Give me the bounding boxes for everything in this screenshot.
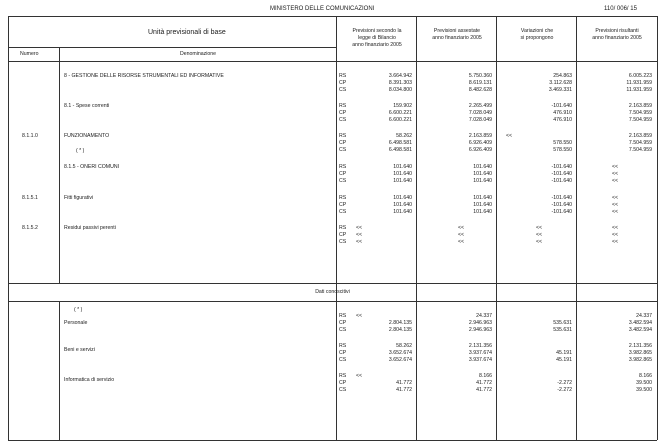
prev-legge-rs: <<: [356, 313, 363, 319]
prev-assestate-cs: 3.937.674: [468, 357, 492, 363]
type-cs: CS: [339, 357, 347, 363]
row-numero: 8.1.5.1: [22, 195, 38, 201]
type-cp: CP: [339, 140, 347, 146]
type-rs: RS: [339, 343, 347, 349]
type-cs: CS: [339, 87, 347, 93]
type-cp: CP: [339, 380, 347, 386]
prev-legge-cp: 2.804.135: [388, 320, 412, 326]
row-label: Informatica di servizio: [64, 377, 115, 383]
prev-risultanti-cp: 39.500: [636, 380, 652, 386]
prev-assestate-cp: 2.946.963: [468, 320, 492, 326]
prev-legge-cs: 3.652.674: [388, 357, 412, 363]
col-prev-legge-line3: anno finanziario 2005: [352, 42, 402, 48]
prev-risultanti-cs: 7.504.959: [628, 117, 652, 123]
type-cp: CP: [339, 80, 347, 86]
prev-assestate-cp: 41.772: [476, 380, 492, 386]
prev-legge-rs: 159.902: [393, 103, 412, 109]
prev-legge-cs: 8.034.800: [388, 87, 412, 93]
row-label: Beni e servizi: [64, 347, 95, 353]
type-rs: RS: [339, 73, 347, 79]
row-label: 8.1.5 - ONERI COMUNI: [64, 164, 120, 170]
prev-risultanti-rs: <<: [612, 164, 619, 170]
prev-assestate-cp: 3.937.674: [468, 350, 492, 356]
col-numero-header: Numero: [20, 51, 39, 57]
type-cp: CP: [339, 232, 347, 238]
col-prev-legge-line2: legge di Bilancio: [358, 35, 396, 41]
variazioni-cs: <<: [536, 239, 543, 245]
dati-note: ( * ): [74, 307, 83, 313]
prev-assestate-cp: 6.926.409: [468, 140, 492, 146]
variazioni-rs: -101.640: [551, 195, 572, 201]
table-row: [0, 74, 663, 104]
type-cp: CP: [339, 350, 347, 356]
col-variazioni-line2: si propongono: [520, 35, 554, 41]
col-prev-assestate-line2: anno finanziario 2005: [432, 35, 482, 41]
prev-risultanti-cs: 3.982.865: [628, 357, 652, 363]
prev-assestate-cs: 101.640: [473, 178, 492, 184]
type-cs: CS: [339, 117, 347, 123]
prev-assestate-cs: 7.028.049: [468, 117, 492, 123]
table-top-border: [8, 16, 657, 17]
variazioni-cp: -101.640: [551, 171, 572, 177]
table-bottom-border: [8, 440, 657, 441]
variazioni-cs: 3.469.331: [548, 87, 572, 93]
table-row: [0, 104, 663, 134]
prev-assestate-rs: 5.750.360: [468, 73, 492, 79]
prev-legge-cs: <<: [356, 239, 363, 245]
prev-risultanti-cs: <<: [612, 239, 619, 245]
prev-assestate-rs: 2.265.499: [468, 103, 492, 109]
type-rs: RS: [339, 133, 347, 139]
prev-legge-cs: 101.640: [393, 178, 412, 184]
type-rs: RS: [339, 103, 347, 109]
prev-assestate-rs: <<: [458, 225, 465, 231]
variazioni-cp: 476.910: [553, 110, 572, 116]
variazioni-cs: 578.550: [553, 147, 572, 153]
variazioni-cp: 3.112.628: [549, 80, 572, 86]
prev-assestate-cs: 41.772: [476, 387, 492, 393]
prev-legge-cp: 101.640: [393, 202, 412, 208]
row-label: 8 - GESTIONE DELLE RISORSE STRUMENTALI ED INFORMATIVE: [64, 73, 224, 79]
prev-risultanti-cs: 7.504.959: [628, 147, 652, 153]
prev-legge-cp: 3.652.674: [388, 350, 412, 356]
variazioni-cs: -101.640: [551, 178, 572, 184]
page-code: 110/ 006/ 15: [604, 6, 637, 12]
variazioni-cp: 45.191: [556, 350, 572, 356]
type-rs: RS: [339, 225, 347, 231]
prev-risultanti-rs: 2.163.859: [628, 133, 652, 139]
variazioni-cp: -101.640: [551, 202, 572, 208]
col-prev-assestate-line1: Previsioni assestate: [433, 28, 481, 34]
prev-assestate-cs: 2.946.963: [468, 327, 492, 333]
col-variazioni-line1: Variazioni che: [520, 28, 554, 34]
row-numero: 8.1.1.0: [22, 133, 38, 139]
prev-legge-rs: <<: [356, 225, 363, 231]
prev-assestate-cp: 101.640: [473, 202, 492, 208]
prev-risultanti-rs: 2.163.859: [628, 103, 652, 109]
prev-risultanti-rs: 24.337: [636, 313, 652, 319]
prev-risultanti-cp: <<: [612, 171, 619, 177]
col-prev-risultanti-line1: Previsioni risultanti: [595, 28, 639, 34]
col-denominazione-header: Denominazione: [180, 51, 217, 57]
table-row: [0, 165, 663, 195]
prev-legge-cp: 8.391.303: [388, 80, 412, 86]
variazioni-cs: 476.910: [553, 117, 572, 123]
prev-risultanti-rs: 6.005.223: [628, 73, 652, 79]
type-rs: RS: [339, 164, 347, 170]
prev-risultanti-cp: <<: [612, 202, 619, 208]
prev-legge-rs: 101.640: [393, 195, 412, 201]
prev-risultanti-cs: 3.482.594: [628, 327, 652, 333]
prev-assestate-cs: 6.926.409: [468, 147, 492, 153]
variazioni-cs: -2.272: [557, 387, 572, 393]
prev-risultanti-cp: 3.982.865: [628, 350, 652, 356]
ministry-title: MINISTERO DELLE COMUNICAZIONI: [270, 6, 375, 12]
variazioni-rs: -101.640: [551, 103, 572, 109]
unita-title: Unità previsionali di base: [148, 29, 226, 36]
prev-risultanti-rs: <<: [612, 195, 619, 201]
dati-top-border: [8, 283, 657, 284]
variazioni-cp: <<: [536, 232, 543, 238]
type-cs: CS: [339, 209, 347, 215]
variazioni-rs: -101.640: [551, 164, 572, 170]
type-cp: CP: [339, 171, 347, 177]
prev-legge-cs: 6.498.581: [388, 147, 412, 153]
row-numero: 8.1.5.2: [22, 225, 38, 231]
table-row: [0, 226, 663, 256]
prev-legge-cs: 101.640: [393, 209, 412, 215]
prev-risultanti-cs: <<: [612, 209, 619, 215]
prev-risultanti-rs: 2.131.356: [628, 343, 652, 349]
type-rs: RS: [339, 373, 347, 379]
prev-legge-cp: 101.640: [393, 171, 412, 177]
variazioni-cs: -101.640: [551, 209, 572, 215]
row-note: ( * ): [76, 148, 85, 154]
variazioni-cs: 535.631: [553, 327, 572, 333]
type-cp: CP: [339, 202, 347, 208]
prev-risultanti-rs: 8.166: [639, 373, 652, 379]
table-row: [0, 134, 663, 168]
prev-assestate-cp: 8.619.131: [468, 80, 492, 86]
variazioni-cs: 45.191: [556, 357, 572, 363]
variazioni-rs: <<: [536, 225, 543, 231]
header-sub-border: [8, 47, 336, 48]
prev-risultanti-rs: <<: [612, 225, 619, 231]
type-rs: RS: [339, 195, 347, 201]
prev-risultanti-cs: 39.500: [636, 387, 652, 393]
prev-assestate-rs: 101.640: [473, 195, 492, 201]
prev-assestate-rs: 2.131.356: [468, 343, 492, 349]
row-label: Residui passivi perenti: [64, 225, 116, 231]
type-rs: RS: [339, 313, 347, 319]
prev-assestate-cp: 101.640: [473, 171, 492, 177]
dati-conoscitivi-title: Dati conoscitivi: [315, 289, 350, 295]
type-cs: CS: [339, 387, 347, 393]
row-label: FUNZIONAMENTO: [64, 133, 110, 139]
prev-risultanti-cp: 7.504.959: [628, 110, 652, 116]
prev-assestate-rs: 101.640: [473, 164, 492, 170]
prev-risultanti-cs: <<: [612, 178, 619, 184]
table-row: [0, 374, 663, 404]
prev-legge-rs: 101.640: [393, 164, 412, 170]
type-cs: CS: [339, 147, 347, 153]
table-row: [0, 196, 663, 226]
table-row: [0, 314, 663, 344]
type-cp: CP: [339, 110, 347, 116]
prev-assestate-cp: <<: [458, 232, 465, 238]
row-label: Personale: [64, 320, 88, 326]
prev-risultanti-cp: <<: [612, 232, 619, 238]
prev-legge-cp: 6.498.581: [388, 140, 412, 146]
variazioni-rs: 254.863: [553, 73, 572, 79]
prev-risultanti-cp: 3.482.594: [628, 320, 652, 326]
variazioni-cp: -2.272: [557, 380, 572, 386]
row-label: 8.1 - Spese correnti: [64, 103, 110, 109]
type-cs: CS: [339, 178, 347, 184]
prev-assestate-rs: 24.337: [476, 313, 492, 319]
col-prev-legge-line1: Previsioni secondo la: [352, 28, 402, 34]
prev-risultanti-cp: 11.931.959: [626, 80, 652, 86]
table-row: [0, 344, 663, 374]
prev-assestate-cs: <<: [458, 239, 465, 245]
type-cs: CS: [339, 239, 347, 245]
header-bottom-border: [8, 61, 657, 62]
prev-legge-rs: 3.664.942: [388, 73, 412, 79]
prev-legge-rs: 58.262: [396, 343, 412, 349]
dati-title-border: [8, 301, 657, 302]
prev-legge-rs: <<: [356, 373, 363, 379]
prev-legge-rs: 58.262: [396, 133, 412, 139]
prev-assestate-cs: 101.640: [473, 209, 492, 215]
type-cp: CP: [339, 320, 347, 326]
prev-assestate-rs: 2.163.859: [468, 133, 492, 139]
prev-legge-cp: <<: [356, 232, 363, 238]
prev-assestate-rs: 8.166: [479, 373, 492, 379]
prev-legge-cs: 6.600.221: [388, 117, 412, 123]
col-prev-risultanti-line2: anno finanziario 2005: [592, 35, 642, 41]
variazioni-rs: <<: [506, 133, 513, 139]
type-cs: CS: [339, 327, 347, 333]
prev-legge-cp: 6.600.221: [388, 110, 412, 116]
prev-risultanti-cp: 7.504.959: [628, 140, 652, 146]
variazioni-cp: 578.550: [553, 140, 572, 146]
prev-assestate-cp: 7.028.049: [468, 110, 492, 116]
prev-assestate-cs: 8.482.628: [468, 87, 492, 93]
prev-legge-cp: 41.772: [396, 380, 412, 386]
prev-risultanti-cs: 11.931.959: [626, 87, 652, 93]
prev-legge-cs: 2.804.135: [388, 327, 412, 333]
prev-legge-cs: 41.772: [396, 387, 412, 393]
row-label: Fitti figurativi: [64, 195, 94, 201]
variazioni-cp: 535.631: [553, 320, 572, 326]
